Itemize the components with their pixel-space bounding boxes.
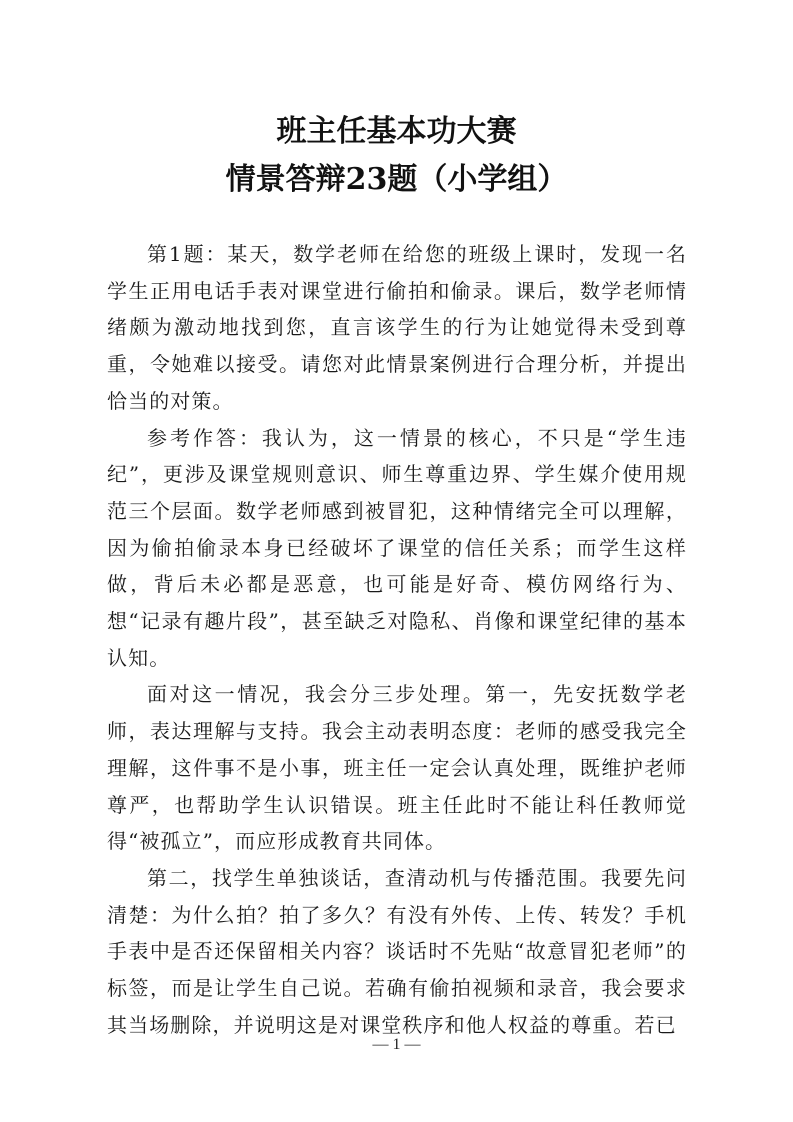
paragraph-step-one: 面对这一情况，我会分三步处理。第一，先安抚数学老师，表达理解与支持。我会主动表明态度：老师的感受我完全理解，这件事不是小事，班主任一定会认真处理，既维护老师尊严，也帮助学生认识错误。班主任此时不能让科任教师觉得“被孤立”，而应形成教育共同体。	[107, 682, 687, 854]
paragraph-step-two: 第二，找学生单独谈话，查清动机与传播范围。我要先问清楚：为什么拍？拍了多久？有没有外传、上传、转发？手机手表中是否还保留相关内容？谈话时不先贴“故意冒犯老师”的标签，而是让学生自己说。若确有偷拍视频和录音，我会要求其当场删除，并说明这是对课堂秩序和他人权益的尊重。若已	[107, 865, 687, 1037]
title-line-2: 情景答辩23题（小学组）	[225, 162, 568, 197]
document-title	[0, 108, 793, 204]
page-number: — 1 —	[372, 1036, 421, 1053]
paragraph-reference-answer: 参考作答：我认为，这一情景的核心，不只是“学生违纪”，更涉及课堂规则意识、师生尊重边界、学生媒介使用规范三个层面。数学老师感到被冒犯，这种情绪完全可以理解，因为偷拍偷录本身已经破坏了课堂的信任关系；而学生这样做，背后未必都是恶意，也可能是好奇、模仿网络行为、想“记录有趣片段”，甚至缺乏对隐私、肖像和课堂纪律的基本认知。	[107, 425, 687, 670]
paragraph-question-1: 第1题：某天，数学老师在给您的班级上课时，发现一名学生正用电话手表对课堂进行偷拍和偷录。课后，数学老师情绪颇为激动地找到您，直言该学生的行为让她觉得未受到尊重，令她难以接受。请您对此情景案例进行合理分析，并提出恰当的对策。	[107, 242, 687, 413]
document-body	[107, 236, 687, 1043]
title-line-1: 班主任基本功大赛	[276, 114, 517, 149]
